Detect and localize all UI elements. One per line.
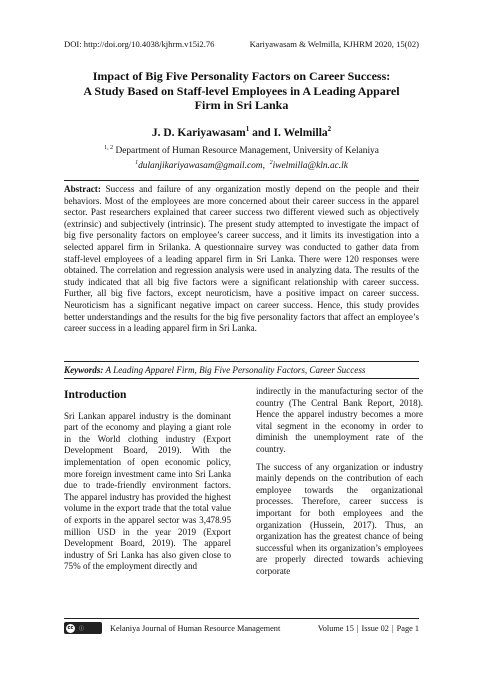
email-1-sup: 1 (135, 160, 139, 167)
keywords (64, 365, 419, 375)
keywords-label: Keywords: (64, 365, 104, 375)
intro-paragraph-2: indirectly in the manufacturing sector of the country (The Central Bank Report, 2018). Hence the apparel industry becomes a more vital segment in the economy in order to diminish the unemployment rate of the country. (256, 386, 423, 454)
author-2: I. Welmilla (273, 126, 328, 139)
abstract-label: Abstract: (64, 184, 101, 194)
email-2-sup: 2 (269, 160, 273, 167)
right-column (256, 386, 423, 584)
authors-and: and (249, 126, 274, 139)
volume: Volume 15 (317, 623, 354, 633)
emails (64, 157, 419, 172)
issue: Issue 02 (361, 623, 389, 633)
doi-link[interactable]: DOI: http://doi.org/10.4038/kjhrm.v15i2.76 (64, 39, 215, 49)
keywords-top-rule (64, 361, 419, 362)
keywords-bottom-rule (64, 378, 419, 379)
author-1: J. D. Kariyawasam (151, 126, 246, 139)
author-1-sup: 1 (245, 125, 250, 133)
title-line-1: Impact of Big Five Personality Factors on Career Success: (92, 69, 391, 83)
author-2-sup: 2 (327, 125, 332, 133)
footer (64, 621, 419, 635)
journal-name: Kelaniya Journal of Human Resource Management (110, 623, 281, 633)
abstract (64, 184, 419, 335)
running-head (64, 39, 419, 49)
intro-paragraph-3: The success of any organization or industry mainly depends on the contribution of each employee towards the organizational processes. Therefore, career success is important for both employees and the organization (Hussein, 2017). Thus, an organization has the greatest chance of being successful when its organization’s employees are properly directed towards achieving corporate (256, 461, 423, 576)
affiliation (64, 142, 419, 172)
intro-paragraph-1: Sri Lankan apparel industry is the dominant part of the economy and playing a giant role in the World clothing industry (Export Development Board, 2019). With the implementation of open economic policy, more foreign investment came into Sri Lanka due to trade-friendly environment factors. The apparel industry has provided the highest volume in the export trade that the total value of exports in the apparel sector was 3,478.95 million USD in the year 2019 (Export Development Board, 2019). The apparel industry of Sri Lanka has also given close to 75% of the employment directly and (64, 410, 231, 572)
keywords-text: A Leading Apparel Firm, Big Five Personality Factors, Career Success (103, 365, 366, 375)
affiliation-text: Department of Human Resource Management, University of Kelaniya (113, 146, 379, 157)
authors (64, 125, 419, 139)
paper-title (64, 69, 419, 113)
affiliation-sup: 1, 2 (104, 145, 114, 151)
page-number: Page 1 (396, 623, 419, 633)
email-1[interactable]: dulanjikariyawasam@gmail.com, (138, 161, 265, 172)
title-line-3: Firm in Sri Lanka (194, 98, 289, 112)
creative-commons-by-icon[interactable] (64, 622, 102, 634)
left-column (64, 386, 231, 579)
abstract-top-rule (64, 180, 419, 181)
abstract-text: Success and failure of any organization mostly depend on the people and their behaviors. Most of the employees are more concerned about their career success in the apparel sector. Past researchers explained that career success two different viewed such as objectively (extrinsic) and subjectively (intrinsic). The present study attempted to investigate the impact of big five personality factors on employee’s career success, and it limits its investigation into a selected apparel firm in Srilanka. A questionnaire survey was conducted to gather data from staff-level employees of a leading apparel firm in Sri Lanka. There were 120 responses were obtained. The correlation and regression analysis were used in analyzing data. The results of the study indicated that all big five factors were a significant relationship with career success. Further, all big five factors, except neuroticism, have a positive impact on career success. Neuroticism has a significant negative impact on career success. Hence, this study provides better understandings and the results for the big five personality factors that affect an employee’s career success in a leading apparel firm in Sri Lanka. (64, 184, 419, 334)
cc-by-glyph-icon: ⓘ (79, 625, 85, 632)
footer-separator-2: | (391, 623, 394, 633)
introduction-heading: Introduction (64, 389, 127, 401)
email-2[interactable]: iwelmilla@kln.ac.lk (272, 161, 348, 172)
footer-rule (64, 618, 419, 619)
footer-separator-1: | (356, 623, 359, 633)
title-line-2: A Study Based on Staff-level Employees in A Leading Apparel (83, 83, 400, 98)
citation: Kariyawasam & Welmilla, KJHRM 2020, 15(02) (249, 39, 419, 49)
cc-circle-icon: cc (67, 625, 74, 631)
